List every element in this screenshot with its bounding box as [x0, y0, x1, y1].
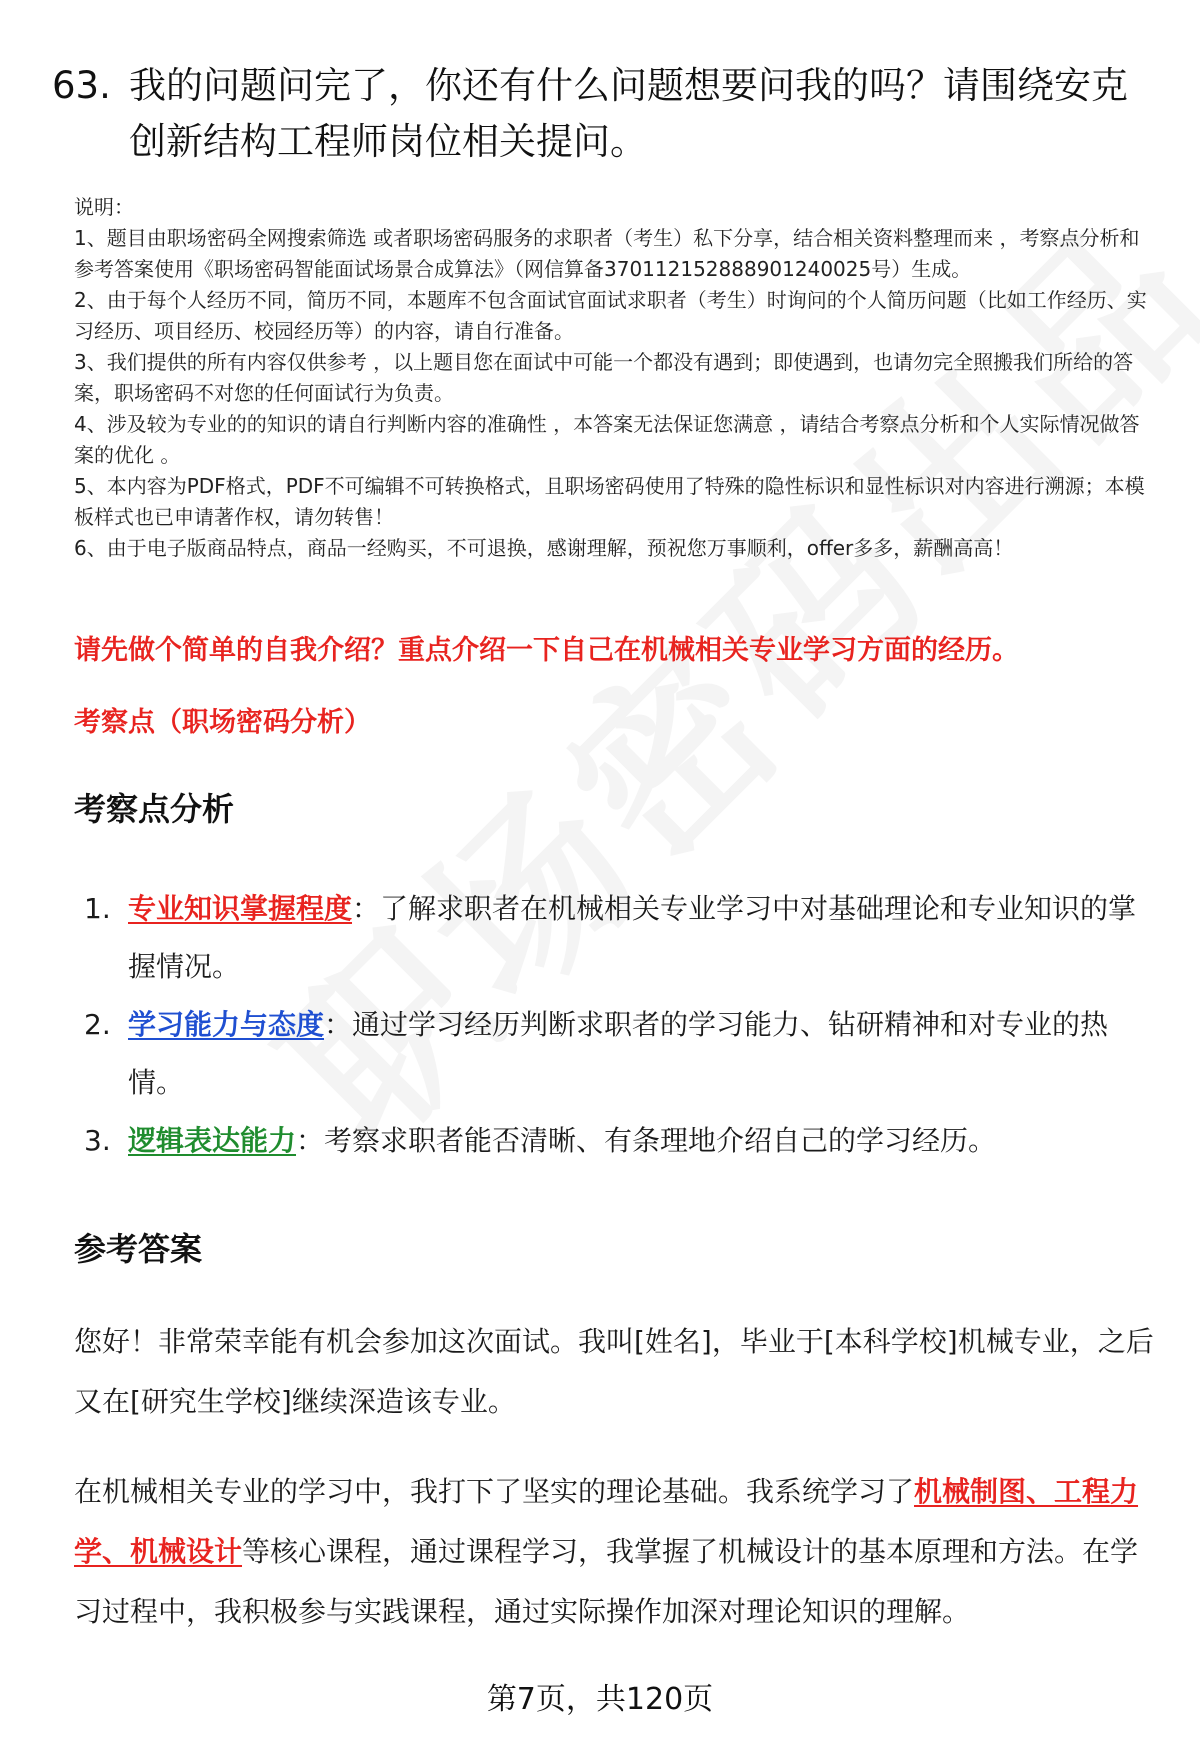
analysis-points — [84, 880, 1154, 1170]
note-item: 3、我们提供的所有内容仅供参考 ，以上题目您在面试中可能一个都没有遇到；即使遇到，也请勿完全照搬我们所给的答案，职场密码不对您的任何面试行为负责。 — [74, 350, 1134, 405]
analysis-heading: 考察点分析 — [74, 790, 235, 828]
point-description: 通过学习经历判断求职者的学习能力、钻研精神和对专业的热情。 — [128, 1008, 1109, 1099]
point-description: 了解求职者在机械相关专业学习中对基础理论和专业知识的掌握情况。 — [128, 892, 1137, 983]
disclaimer-notes — [74, 192, 1154, 564]
question-text: 我的问题问完了，你还有什么问题想要问我的吗？请围绕安克创新结构工程师岗位相关提问。 — [129, 64, 1128, 163]
point-description: 考察求职者能否清晰、有条理地介绍自己的学习经历。 — [324, 1124, 997, 1157]
analysis-label: 考察点（职场密码分析） — [74, 707, 371, 738]
note-item: 1、题目由职场密码全网搜索筛选 或者职场密码服务的求职者（考生）私下分享，结合相关资料整理而来 ，考察点分析和参考答案使用《职场密码智能面试场景合成算法》（网信算备370112152888901240025号）生成。 — [74, 226, 1140, 281]
note-item: 4、涉及较为专业的的知识的请自行判断内容的准确性 ，本答案无法保证您满意 ，请结合考察点分析和个人实际情况做答案的优化 。 — [74, 412, 1140, 467]
answer-paragraph — [74, 1462, 1154, 1642]
point-number: 2. — [84, 1008, 111, 1041]
note-item: 2、由于每个人经历不同，简历不同，本题库不包含面试官面试求职者（考生）时询问的个人简历问题（比如工作经历、实习经历、项目经历、校园经历等）的内容，请自行准备。 — [74, 288, 1147, 343]
point-separator: ： — [324, 1008, 353, 1041]
point-number: 3. — [84, 1124, 111, 1157]
question-number: 63. — [52, 64, 111, 107]
analysis-point — [84, 1112, 1154, 1170]
analysis-point — [84, 880, 1154, 996]
answer-paragraph: 您好！非常荣幸能有机会参加这次面试。我叫[姓名]，毕业于[本科学校]机械专业，之后又在[研究生学校]继续深造该专业。 — [74, 1325, 1154, 1418]
answer-highlight: 机械制图、工程力学、机械设计 — [74, 1475, 1139, 1568]
answer-heading: 参考答案 — [74, 1230, 203, 1268]
point-keyword: 逻辑表达能力 — [128, 1124, 297, 1157]
point-separator: ： — [352, 892, 381, 925]
note-item: 5、本内容为PDF格式，PDF不可编辑不可转换格式，且职场密码使用了特殊的隐性标识和显性标识对内容进行溯源；本模板样式也已申请著作权，请勿转售！ — [74, 474, 1145, 529]
point-number: 1. — [84, 892, 111, 925]
notes-heading: 说明： — [74, 195, 134, 219]
interview-question: 请先做个简单的自我介绍？重点介绍一下自己在机械相关专业学习方面的经历。 — [74, 635, 1019, 666]
note-item: 6、由于电子版商品特点，商品一经购买，不可退换，感谢理解，预祝您万事顺利，offer多多，薪酬高高！ — [74, 536, 1014, 560]
page-footer: 第7页，共120页 — [486, 1682, 714, 1717]
answer-text: 在机械相关专业的学习中，我打下了坚实的理论基础。我系统学习了 — [74, 1475, 915, 1508]
point-keyword: 学习能力与态度 — [128, 1008, 325, 1041]
question-title — [52, 58, 1152, 170]
point-separator: ： — [296, 1124, 325, 1157]
analysis-point — [84, 996, 1154, 1112]
answer-text: 等核心课程，通过课程学习，我掌握了机械设计的基本原理和方法。在学习过程中，我积极参与实践课程，通过实际操作加深对理论知识的理解。 — [74, 1535, 1139, 1628]
point-keyword: 专业知识掌握程度 — [128, 892, 353, 925]
